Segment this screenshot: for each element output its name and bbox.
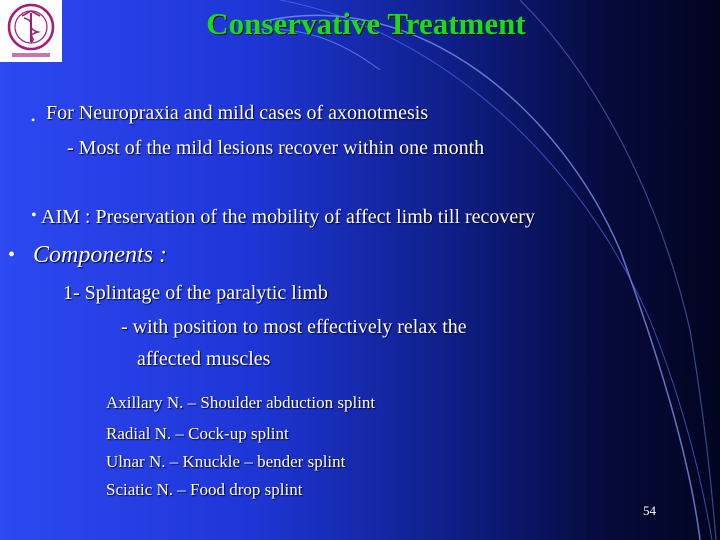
splint-sciatic: Sciatic N. – Food drop splint (106, 480, 303, 499)
bullet-dot: • (31, 113, 36, 127)
page-number: 54 (643, 503, 656, 518)
component-item-1: 1- Splintage of the paralytic limb (63, 282, 328, 304)
components-heading: Components : (33, 242, 167, 268)
bullet-1-line-2: - Most of the mild lesions recover within one month (67, 137, 485, 159)
splint-axillary: Axillary N. – Shoulder abduction splint (106, 393, 376, 412)
bullet-dot: • (31, 207, 37, 224)
splint-ulnar: Ulnar N. – Knuckle – bender splint (106, 452, 346, 471)
splint-radial: Radial N. – Cock-up splint (106, 424, 289, 443)
bullet-1-line-1: For Neuropraxia and mild cases of axonotmesis (46, 102, 429, 124)
component-item-1-sub-line-2: affected muscles (137, 348, 271, 370)
slide-title: Conservative Treatment (206, 6, 526, 41)
component-item-1-sub-line-1: - with position to most effectively relax the (121, 316, 467, 338)
bullet-dot: • (8, 244, 16, 266)
bullet-2-aim: AIM : Preservation of the mobility of affect limb till recovery (41, 206, 535, 228)
